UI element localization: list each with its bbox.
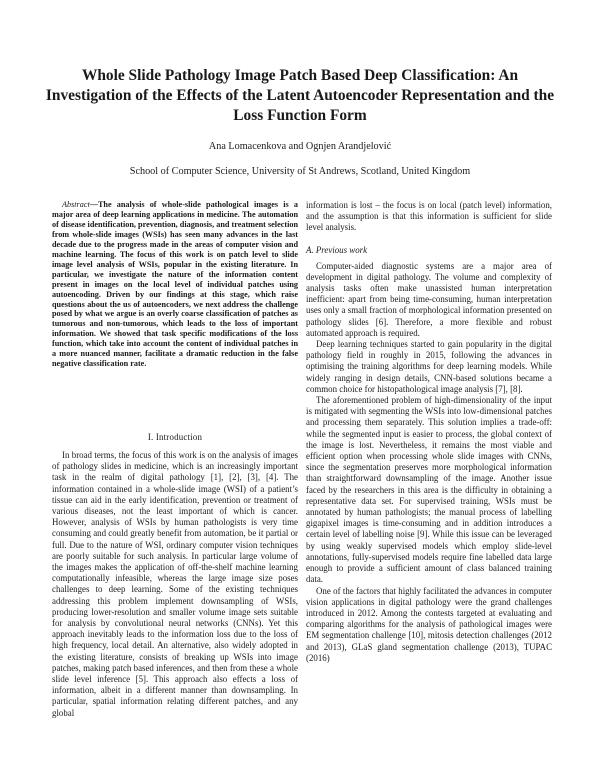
previous-work-paragraph-4: One of the factors that highly facilitated the advances in computer vision applications in digital pathology were the grand challenges introduced in 2012. Among the contests targeted at evaluating and comparing algorithms for the analysis of pathological images were EM segmentation challenge [10], mitosis detection challenges (2012 and 2013), GLaS gland segmentation challenge (2013), TUPAC (2016) [306,585,552,663]
abstract-text: —The analysis of whole-slide pathological images is a major area of deep learning applications in medicine. The automation of disease identification, prevention, diagnosis, and treatment selection from whole-slide images (WSIs) has seen many advances in the last decade due to the progress made in the areas of computer vision and machine learning. The focus of this work is on patch level to slide image level analysis of WSIs, popular in the existing literature. In particular, we investigate the nature of the information content present in images on the local level of individual patches using autoencoding. Driven by our findings at this stage, which raise questions about the us of autoencoders, we next address the challenge posed by what we argue is an overly coarse classification of patches as tumorous and non-tumorous, which leads to the loss of important information. We showed that task specific modifications of the loss function, which take into account the content of individual patches in a more nuanced manner, facilitate a dramatic reduction in the false negative classification rate. [52,200,298,369]
previous-work-paragraph-1: Computer-aided diagnostic systems are a major area of development in digital pathology. The volume and complexity of analysis tasks often make unassisted human interpretation inefficient: apart from being time-consuming, human interpretation uses only a small fraction of morphological information presented on pathology slides [6]. Therefore, a more flexible and robust automated approach is required. [306,260,552,338]
introduction-paragraph: In broad terms, the focus of this work is on the analysis of images of pathology slides in medicine, which is an increasingly important task in the realm of digital pathology [1], [2], [3], [4]. The information contained in a whole-slide image (WSI) of a patient’s tissue can aid in the early identification, prevention or treatment of various diseases, not the least important of which is cancer. However, analysis of WSIs by human pathologists is very time consuming and could greatly benefit from automation, be it partial or full. Due to the nature of WSI, ordinary computer vision techniques are poorly suitable for such analysis. In particular large volume of the images makes the application of off-the-shelf machine learning computationally infeasible, whereas the large image size poses challenges to deep learning. Some of the existing techniques addressing this problem implement downsampling of WSIs, producing lower-resolution and smaller volume image sets suitable for analysis by convolutional neural networks (CNNs). Yet this approach inevitably leads to the information loss due to the loss of high frequency, local detail. An alternative, also widely adopted in the existing literature, consists of breaking up WSIs into image patches, making patch based inferences, and then from these a whole slide level inference [5]. This approach also effects a loss of information, albeit in a different manner than downsampling. In particular, spatial information relating different patches, and any global [52,450,298,718]
right-column-continuation: information is lost – the focus is on local (patch level) information, and the assumption is that this information is sufficient for slide level analysis. [306,200,552,233]
left-column [52,200,298,718]
paper-authors: Ana Lomacenkova and Ognjen Arandjelović [208,141,392,152]
paper-title: Whole Slide Pathology Image Patch Based Deep Classification: An Investigation of the Effects of the Latent Autoencoder Representation and the Loss Function Form [45,67,555,124]
abstract [52,200,298,369]
paper-affiliation: School of Computer Science, University of St Andrews, Scotland, United Kingdom [129,166,471,177]
previous-work-paragraph-3: The aforementioned problem of high-dimensionality of the input is mitigated with segmenting the WSIs into low-dimensional patches and processing them separately. This solution implies a trade-off: while the segmented input is easier to process, the global context of the image is lost. Nevertheless, it remains the most viable and efficient option when processing whole slide images with CNNs, since the segmentation preserves more morphological information than straightforward downsampling of the image. Another issue faced by the researchers in this area is the difficulty in obtaining a representative data set. For supervised training, WSIs must be annotated by human pathologists; the manual process of labelling gigapixel images is time-consuming and in addition introduces a certain level of labelling noise [9]. While this issue can be leveraged by using weakly supervised models which employ slide-level annotations, fully-supervised models require fine labelled data large enough to provide a sufficient amount of class balanced training data. [306,395,552,585]
previous-work-paragraph-2: Deep learning techniques started to gain popularity in the digital pathology field in roughly in 2015, following the advances in optimising the training algorithms for deep learning models. While widely ranging in design details, CNN-based solutions became a common choice for histopathological image analysis [7], [8]. [306,339,552,394]
abstract-heading: Abstract [62,200,90,209]
section-heading-introduction: I. Introduction [147,432,203,442]
right-column [306,200,552,664]
subsection-heading-previous-work: A. Previous work [306,244,368,255]
